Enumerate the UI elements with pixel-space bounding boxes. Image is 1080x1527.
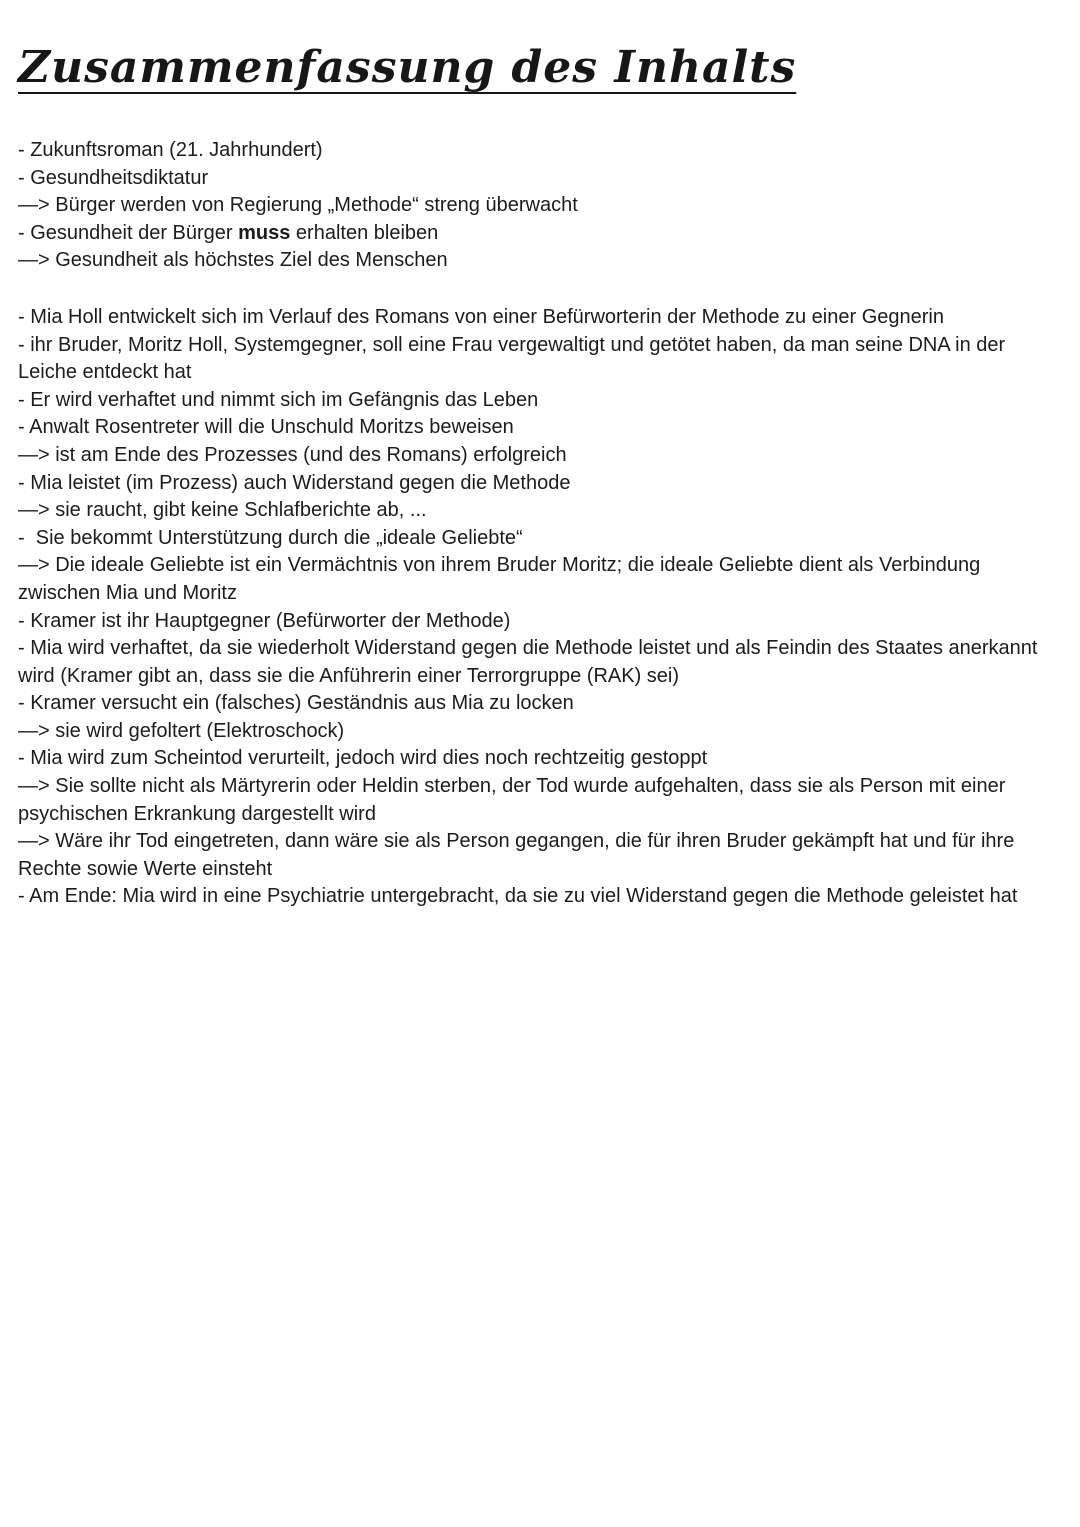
note-text: - Kramer ist ihr Hauptgegner (Befürworter der Methode) xyxy=(18,609,511,632)
note-line xyxy=(18,497,1056,525)
note-line xyxy=(18,442,1056,470)
note-text: - Mia wird zum Scheintod verurteilt, jedoch wird dies noch rechtzeitig gestoppt xyxy=(18,747,708,770)
note-line xyxy=(18,552,1056,607)
note-text: —> Sie sollte nicht als Märtyrerin oder Heldin sterben, der Tod wurde aufgehalten, dass sie als Person mit einer psychischen Erkrankung dargestellt wird xyxy=(18,775,1011,825)
note-line xyxy=(18,332,1056,387)
note-text: - Mia wird verhaftet, da sie wiederholt Widerstand gegen die Methode leistet und als Feindin des Staates anerkannt wird (Kramer gibt an, dass sie die Anführerin einer Terrorgruppe (RAK) sei) xyxy=(18,637,1044,687)
note-line xyxy=(18,137,1056,165)
note-text: - Gesundheit der Bürger xyxy=(18,221,239,244)
note-line xyxy=(18,525,1056,553)
note-line xyxy=(18,635,1056,690)
note-line xyxy=(18,165,1056,193)
note-line xyxy=(18,414,1056,442)
notes-section xyxy=(18,304,1056,911)
note-text: —> Gesundheit als höchstes Ziel des Menschen xyxy=(18,249,448,272)
note-text: —> sie raucht, gibt keine Schlafberichte ab, ... xyxy=(18,499,427,522)
note-text: - Am Ende: Mia wird in eine Psychiatrie untergebracht, da sie zu viel Widerstand gegen die Methode geleistet hat xyxy=(18,885,1018,908)
notes-section xyxy=(18,137,1056,275)
note-line xyxy=(18,192,1056,220)
note-text: erhalten bleiben xyxy=(290,221,439,244)
note-line xyxy=(18,718,1056,746)
note-line xyxy=(18,608,1056,636)
note-line xyxy=(18,773,1056,828)
page-title: Zusammenfassung des Inhalts xyxy=(18,42,797,93)
note-text: - Mia leistet (im Prozess) auch Widerstand gegen die Methode xyxy=(18,471,571,494)
note-text: - Anwalt Rosentreter will die Unschuld Moritzs beweisen xyxy=(18,416,514,439)
note-text: —> ist am Ende des Prozesses (und des Romans) erfolgreich xyxy=(18,443,567,466)
note-line xyxy=(18,304,1056,332)
notes-content xyxy=(18,137,1056,911)
note-text: —> Wäre ihr Tod eingetreten, dann wäre sie als Person gegangen, die für ihren Bruder gekämpft hat und für ihre Rechte sowie Werte einsteht xyxy=(18,830,1020,880)
note-line xyxy=(18,247,1056,275)
note-line xyxy=(18,470,1056,498)
note-text: —> Bürger werden von Regierung „Methode“ streng überwacht xyxy=(18,194,578,217)
note-text: - Er wird verhaftet und nimmt sich im Gefängnis das Leben xyxy=(18,388,539,411)
note-line xyxy=(18,828,1056,883)
note-line xyxy=(18,883,1056,911)
note-text-bold: muss xyxy=(238,221,291,244)
note-text: —> Die ideale Geliebte ist ein Vermächtnis von ihrem Bruder Moritz; die ideale Geliebte dient als Verbindung zwischen Mia und Moritz xyxy=(18,554,986,604)
note-text: - Zukunftsroman (21. Jahrhundert) xyxy=(18,139,323,161)
note-text: - ihr Bruder, Moritz Holl, Systemgegner, soll eine Frau vergewaltigt und getötet haben, da man seine DNA in der Leiche entdeckt hat xyxy=(18,333,1011,384)
note-text: —> sie wird gefoltert (Elektroschock) xyxy=(18,719,345,742)
note-text: - Gesundheitsdiktatur xyxy=(18,166,209,189)
note-line xyxy=(18,745,1056,773)
note-line xyxy=(18,220,1056,248)
note-text: - Mia Holl entwickelt sich im Verlauf des Romans von einer Befürworterin der Methode zu einer Gegnerin xyxy=(18,305,944,328)
note-line xyxy=(18,690,1056,718)
note-text: - Sie bekommt Unterstützung durch die „ideale Geliebte“ xyxy=(18,526,523,549)
note-line xyxy=(18,387,1056,415)
note-text: - Kramer versucht ein (falsches) Geständnis aus Mia zu locken xyxy=(18,692,574,715)
